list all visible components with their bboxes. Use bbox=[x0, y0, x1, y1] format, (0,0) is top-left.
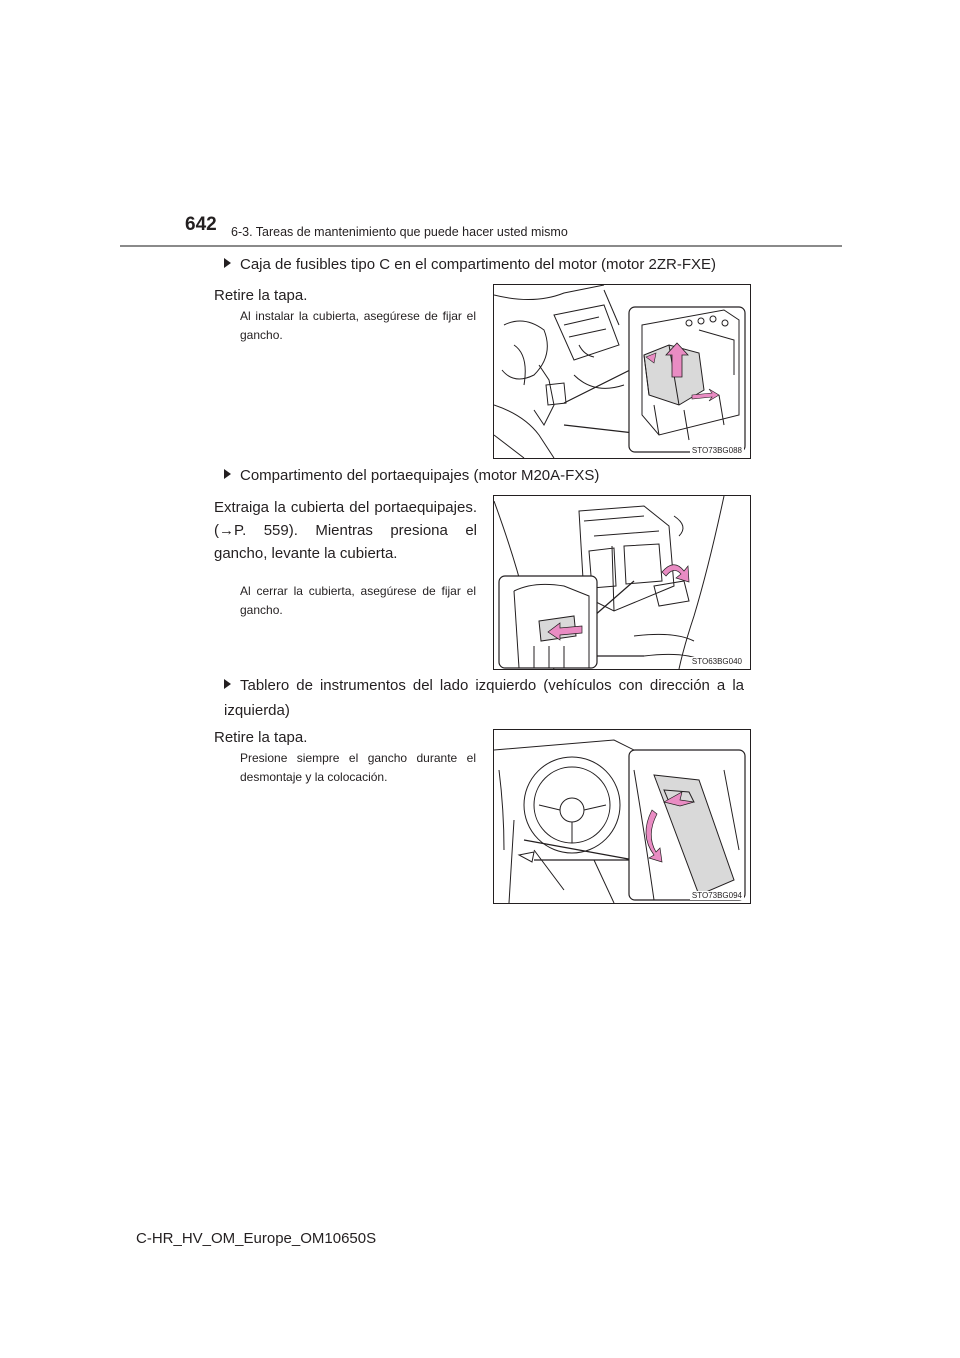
figure-code: STO73BG088 bbox=[691, 446, 742, 455]
bullet-triangle-icon bbox=[224, 679, 231, 689]
engine-compartment-illustration bbox=[494, 285, 750, 458]
note-text: Al instalar la cubierta, asegúrese de fijar el gancho. bbox=[240, 309, 476, 342]
header-divider bbox=[120, 245, 842, 247]
luggage-compartment-illustration bbox=[494, 496, 750, 669]
note-text: Presione siempre el gancho durante el desmontaje y la colocación. bbox=[240, 751, 476, 784]
bullet-triangle-icon bbox=[224, 258, 231, 268]
page-number: 642 bbox=[185, 214, 217, 235]
note-text: Al cerrar la cubierta, asegúrese de fijar el gancho. bbox=[240, 584, 476, 617]
instruction-text: Extraiga la cubierta del portaequipajes. (→P. 559). Mientras presiona el gancho, levante la cubierta. bbox=[214, 499, 477, 562]
figure-code: STO73BG094 bbox=[691, 891, 742, 900]
section-heading-instrument-panel: Tablero de instrumentos del lado izquierdo (vehículos con dirección a la izquierda) bbox=[224, 677, 744, 719]
figure-engine-fuse-box bbox=[493, 284, 751, 459]
bullet-triangle-icon bbox=[224, 469, 231, 479]
section-heading-luggage-compartment: Compartimento del portaequipajes (motor M20A-FXS) bbox=[224, 463, 599, 488]
lift-arrow-icon bbox=[662, 565, 689, 582]
figure-code: STO63BG040 bbox=[691, 657, 742, 666]
section-heading-fuse-box-engine: Caja de fusibles tipo C en el compartimento del motor (motor 2ZR-FXE) bbox=[224, 252, 716, 277]
figure-instrument-panel bbox=[493, 729, 751, 904]
figure-luggage-compartment bbox=[493, 495, 751, 670]
section-title: 6-3. Tareas de mantenimiento que puede hacer usted mismo bbox=[231, 225, 568, 239]
instrument-panel-illustration bbox=[494, 730, 750, 903]
footer-document-code: C-HR_HV_OM_Europe_OM10650S bbox=[136, 1230, 377, 1247]
instruction-text: Retire la tapa. bbox=[214, 287, 308, 304]
instruction-text: Retire la tapa. bbox=[214, 729, 308, 746]
